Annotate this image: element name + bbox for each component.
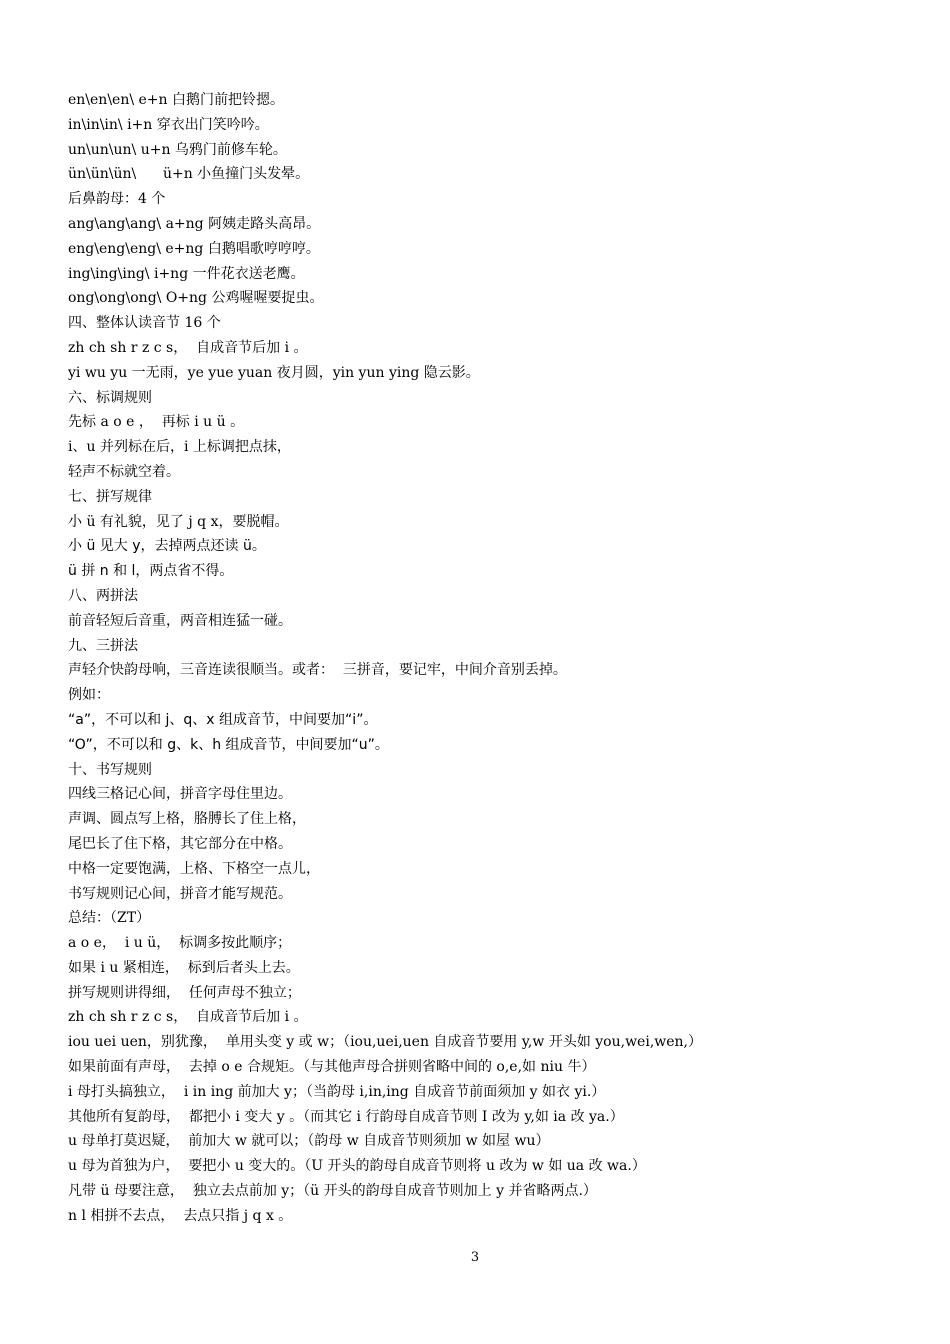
text-line: i、u 并列标在后，i 上标调把点抹， xyxy=(68,439,291,456)
text-line: a o e， i u ü， 标调多按此顺序； xyxy=(68,935,292,952)
text-line: 中格一定要饱满，上格、下格空一点儿， xyxy=(68,860,320,877)
section-heading: 七、拼写规律 xyxy=(68,488,152,505)
section-heading: 十、书写规则 xyxy=(68,761,152,778)
text-line: 如果前面有声母， 去掉 o e 合规矩。（与其他声母合拼则省略中间的 o,e,如 niu 牛） xyxy=(68,1059,596,1076)
text-line: 尾巴长了住下格，其它部分在中格。 xyxy=(68,835,292,852)
text-line: ang\ang\ang\ a+ng 阿姨走路头高昂。 xyxy=(68,215,321,232)
text-line: 先标 a o e ， 再标 i u ü 。 xyxy=(68,414,245,431)
text-line: 如果 i u 紧相连， 标到后者头上去。 xyxy=(68,959,300,976)
text-line: 声轻介快韵母响，三音连读很顺当。或者： 三拼音，要记牢，中间介音别丢掉。 xyxy=(68,662,567,679)
document-body xyxy=(68,88,908,1229)
text-line: 小 ü 见大 y，去掉两点还读 ü。 xyxy=(68,538,266,555)
text-line: 声调、圆点写上格，胳膊长了住上格， xyxy=(68,811,306,828)
text-line: 小 ü 有礼貌，见了 j q x，要脱帽。 xyxy=(68,513,289,530)
text-line: 前音轻短后音重，两音相连猛一碰。 xyxy=(68,612,292,629)
text-line: 凡带 ü 母要注意， 独立去点前加 y；（ü 开头的韵母自成音节则加上 y 并省略两点.） xyxy=(68,1183,597,1200)
text-line: “a”，不可以和 j、q、x 组成音节，中间要加“i”。 xyxy=(68,711,378,728)
text-line: ü 拼 n 和 l，两点省不得。 xyxy=(68,563,234,580)
text-line: ing\ing\ing\ i+ng 一件花衣送老鹰。 xyxy=(68,265,305,282)
page-number: 3 xyxy=(470,1250,480,1265)
text-line: 轻声不标就空着。 xyxy=(68,463,180,480)
text-line: ong\ong\ong\ O+ng 公鸡喔喔要捉虫。 xyxy=(68,290,324,307)
text-line: en\en\en\ e+n 白鹅门前把铃摁。 xyxy=(68,92,284,108)
text-line: “O”，不可以和 g、k、h 组成音节，中间要加“u”。 xyxy=(68,736,389,753)
section-heading: 九、三拼法 xyxy=(68,637,138,654)
text-line: 例如： xyxy=(68,687,110,704)
text-line: 其他所有复韵母， 都把小 i 变大 y 。（而其它 i 行韵母自成音节则 I 改为 y,如 ia 改 ya.） xyxy=(68,1108,624,1125)
section-heading: 后鼻韵母：4 个 xyxy=(68,191,166,208)
text-line: in\in\in\ i+n 穿衣出门笑吟吟。 xyxy=(68,116,269,133)
text-line: un\un\un\ u+n 乌鸦门前修车轮。 xyxy=(68,141,287,158)
text-line: i 母打头搞独立， i in ing 前加大 y；（当韵母 i,in,ing 自成音节前面须加 y 如衣 yi.） xyxy=(68,1083,606,1100)
text-line: u 母单打莫迟疑， 前加大 w 就可以；（韵母 w 自成音节则须加 w 如屋 wu） xyxy=(68,1133,550,1150)
text-line: yi wu yu 一无雨，ye yue yuan 夜月圆，yin yun ying 隐云影。 xyxy=(68,364,480,381)
text-line: zh ch sh r z c s， 自成音节后加 i 。 xyxy=(68,1009,308,1026)
text-line: eng\eng\eng\ e+ng 白鹅唱歌哼哼哼。 xyxy=(68,240,320,257)
text-line: ün\ün\ün\ ü+n 小鱼撞门头发晕。 xyxy=(68,166,310,183)
text-line: zh ch sh r z c s， 自成音节后加 i 。 xyxy=(68,339,308,356)
section-heading: 六、标调规则 xyxy=(68,389,152,406)
text-line: 拼写规则讲得细， 任何声母不独立； xyxy=(68,984,301,1001)
section-heading: 总结：（ZT） xyxy=(68,910,151,927)
text-line: u 母为首独为户， 要把小 u 变大的。（U 开头的韵母自成音节则将 u 改为 w 如 ua 改 wa.） xyxy=(68,1158,646,1175)
text-line: iou uei uen，别犹豫， 单用头变 y 或 w；（iou,uei,uen 自成音节要用 y,w 开头如 you,wei,wen,） xyxy=(68,1034,703,1051)
section-heading: 八、两拼法 xyxy=(68,587,138,604)
text-line: n l 相拼不去点， 去点只指 j q x 。 xyxy=(68,1207,293,1224)
text-line: 四线三格记心间，拼音字母住里边。 xyxy=(68,786,292,803)
text-line: 书写规则记心间，拼音才能写规范。 xyxy=(68,885,292,902)
section-heading: 四、整体认读音节 16 个 xyxy=(68,315,221,332)
